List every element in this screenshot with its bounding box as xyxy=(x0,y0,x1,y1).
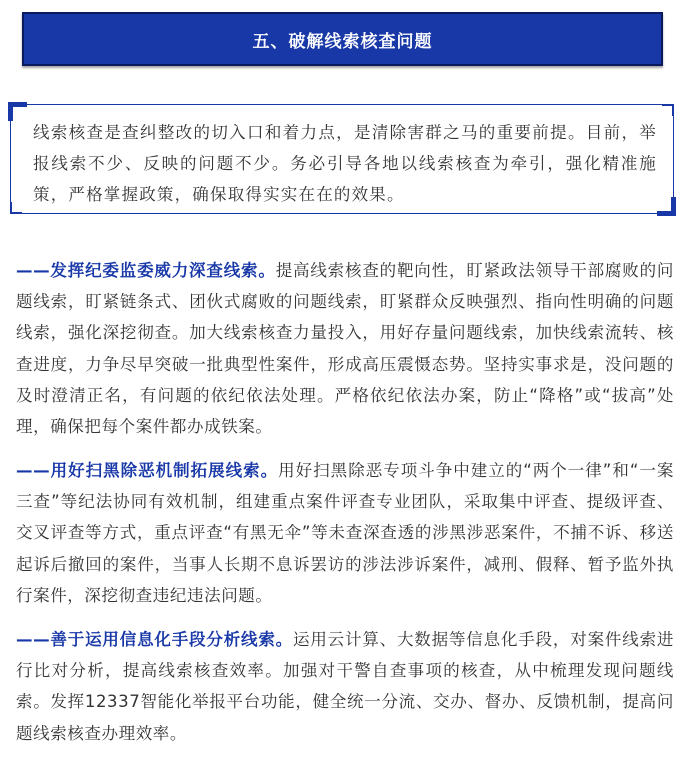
corner-decoration-top-left xyxy=(8,102,27,121)
section-paragraph-1 xyxy=(16,255,674,442)
section-header xyxy=(22,12,663,66)
corner-decoration-bottom-left xyxy=(10,202,22,214)
section-1-lead: ——发挥纪委监委威力深查线索。 xyxy=(16,261,276,280)
intro-box xyxy=(10,104,674,214)
section-3-body: 运用云计算、大数据等信息化手段，对案件线索进行比对分析，提高线索核查效率。加强对干警自查事项的核查，从中梳理发现问题线索。发挥12337智能化举报平台功能，健全统一分流、交办、督办、反馈机制，提高问题线索核查办理效率。 xyxy=(16,630,674,743)
section-paragraph-2 xyxy=(16,455,674,611)
section-title: 五、破解线索核查问题 xyxy=(252,31,433,52)
section-3-lead: ——善于运用信息化手段分析线索。 xyxy=(16,630,294,649)
corner-decoration-bottom-right xyxy=(657,197,676,216)
section-2-body: 用好扫黑除恶专项斗争中建立的“两个一律”和“一案三查”等纪法协同有效机制，组建重点案件评查专业团队，采取集中评查、提级评查、交叉评查等方式，重点评查“有黑无伞”等未查深查透的涉黑涉恶案件，不捕不诉、移送起诉后撤回的案件，当事人长期不息诉罢访的涉法涉诉案件，减刑、假释、暂予监外执行案件，深挖彻查违纪违法问题。 xyxy=(16,461,675,605)
section-paragraph-3 xyxy=(16,624,674,749)
intro-text: 线索核查是查纠整改的切入口和着力点，是清除害群之马的重要前提。目前，举报线索不少、反映的问题不少。务必引导各地以线索核查为牵引，强化精准施策，严格掌握政策，确保取得实实在在的效果。 xyxy=(33,123,657,204)
section-1-body: 提高线索核查的靶向性，盯紧政法领导干部腐败的问题线索，盯紧链条式、团伙式腐败的问题线索，盯紧群众反映强烈、指向性明确的问题线索，强化深挖彻查。加大线索核查力量投入，用好存量问题线索，加快线索流转、核查进度，力争尽早突破一批典型性案件，形成高压震慑态势。坚持实事求是，没问题的及时澄清正名，有问题的依纪依法处理。严格依纪依法办案，防止“降格”或“拔高”处理，确保把每个案件都办成铁案。 xyxy=(16,261,674,437)
corner-decoration-top-right xyxy=(662,104,674,116)
section-2-lead: ——用好扫黑除恶机制拓展线索。 xyxy=(16,461,279,480)
